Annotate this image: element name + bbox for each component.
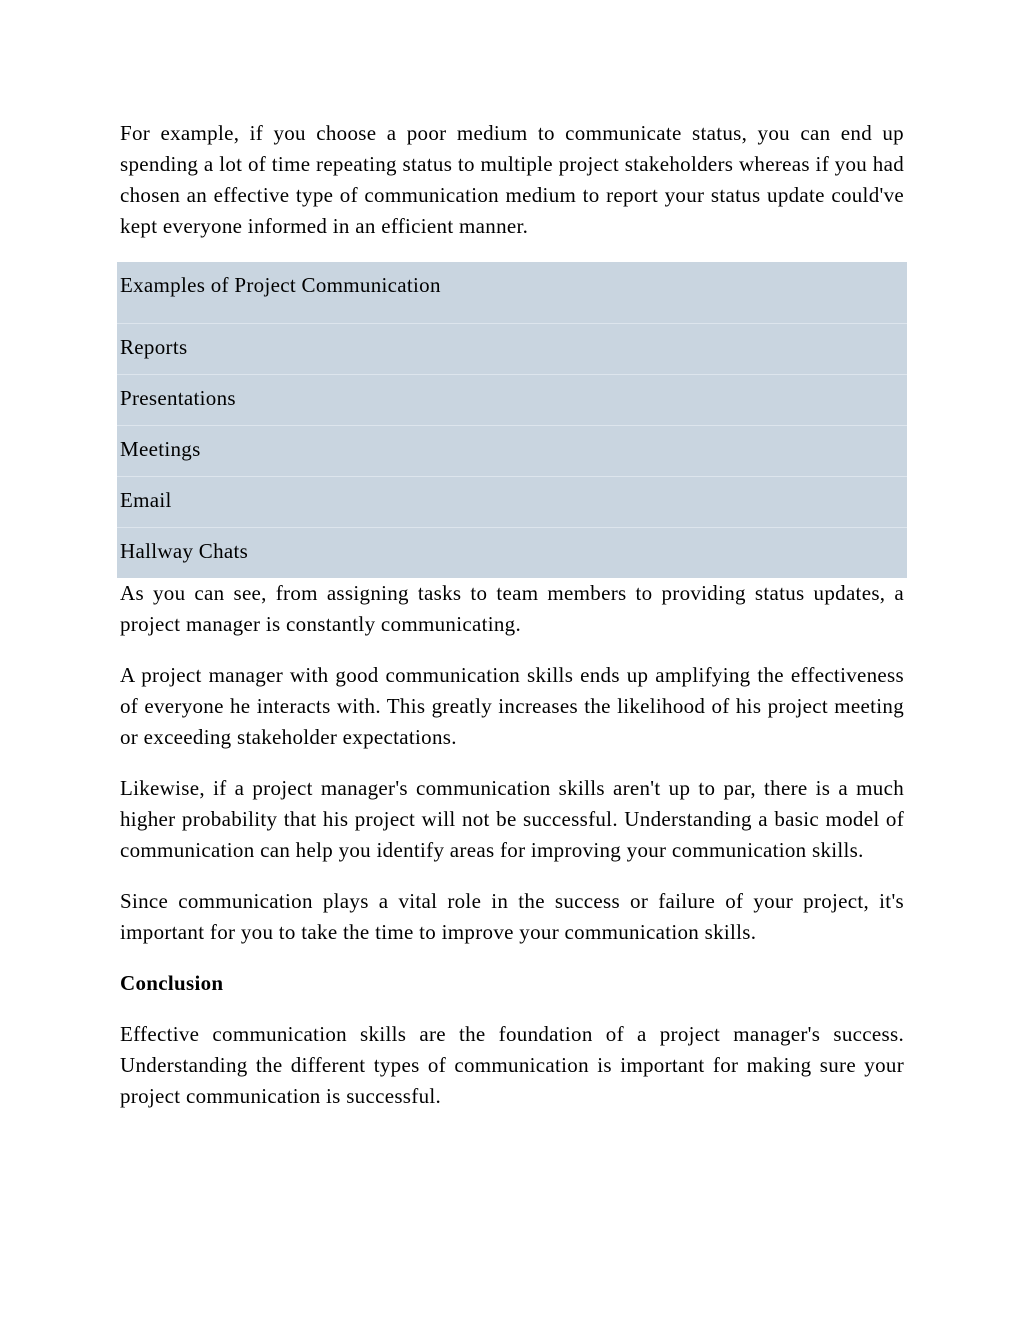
body-paragraph-2: A project manager with good communication skills ends up amplifying the effectiveness of everyone he interacts with. This greatly increases the likelihood of his project meeting or exceeding stakeholder expectations.: [120, 663, 904, 749]
table-row-reports: Reports: [117, 323, 907, 374]
table-row-meetings: Meetings: [117, 425, 907, 476]
table-row-email: Email: [117, 476, 907, 527]
body-paragraph-3: Likewise, if a project manager's communication skills aren't up to par, there is a much higher probability that his project will not be successful. Understanding a basic model of communication can help you identify areas for improving your communication skills.: [120, 776, 904, 862]
body-paragraph-4: Since communication plays a vital role in the success or failure of your project, it's important for you to take the time to improve your communication skills.: [120, 889, 904, 944]
document-page: [120, 118, 904, 1132]
communication-examples-table: [117, 262, 907, 578]
table-row-hallway-chats: Hallway Chats: [117, 527, 907, 578]
conclusion-paragraph: Effective communication skills are the foundation of a project manager's success. Understanding the different types of communication is important for making sure your project communication is successful.: [120, 1022, 904, 1108]
intro-paragraph: For example, if you choose a poor medium to communicate status, you can end up spending a lot of time repeating status to multiple project stakeholders whereas if you had chosen an effective type of communication medium to report your status update could've kept everyone informed in an efficient manner.: [120, 121, 904, 238]
table-header: Examples of Project Communication: [120, 273, 441, 297]
table-row-presentations: Presentations: [117, 374, 907, 425]
body-paragraph-1: As you can see, from assigning tasks to team members to providing status updates, a project manager is constantly communicating.: [120, 581, 904, 636]
conclusion-heading: Conclusion: [120, 971, 224, 995]
